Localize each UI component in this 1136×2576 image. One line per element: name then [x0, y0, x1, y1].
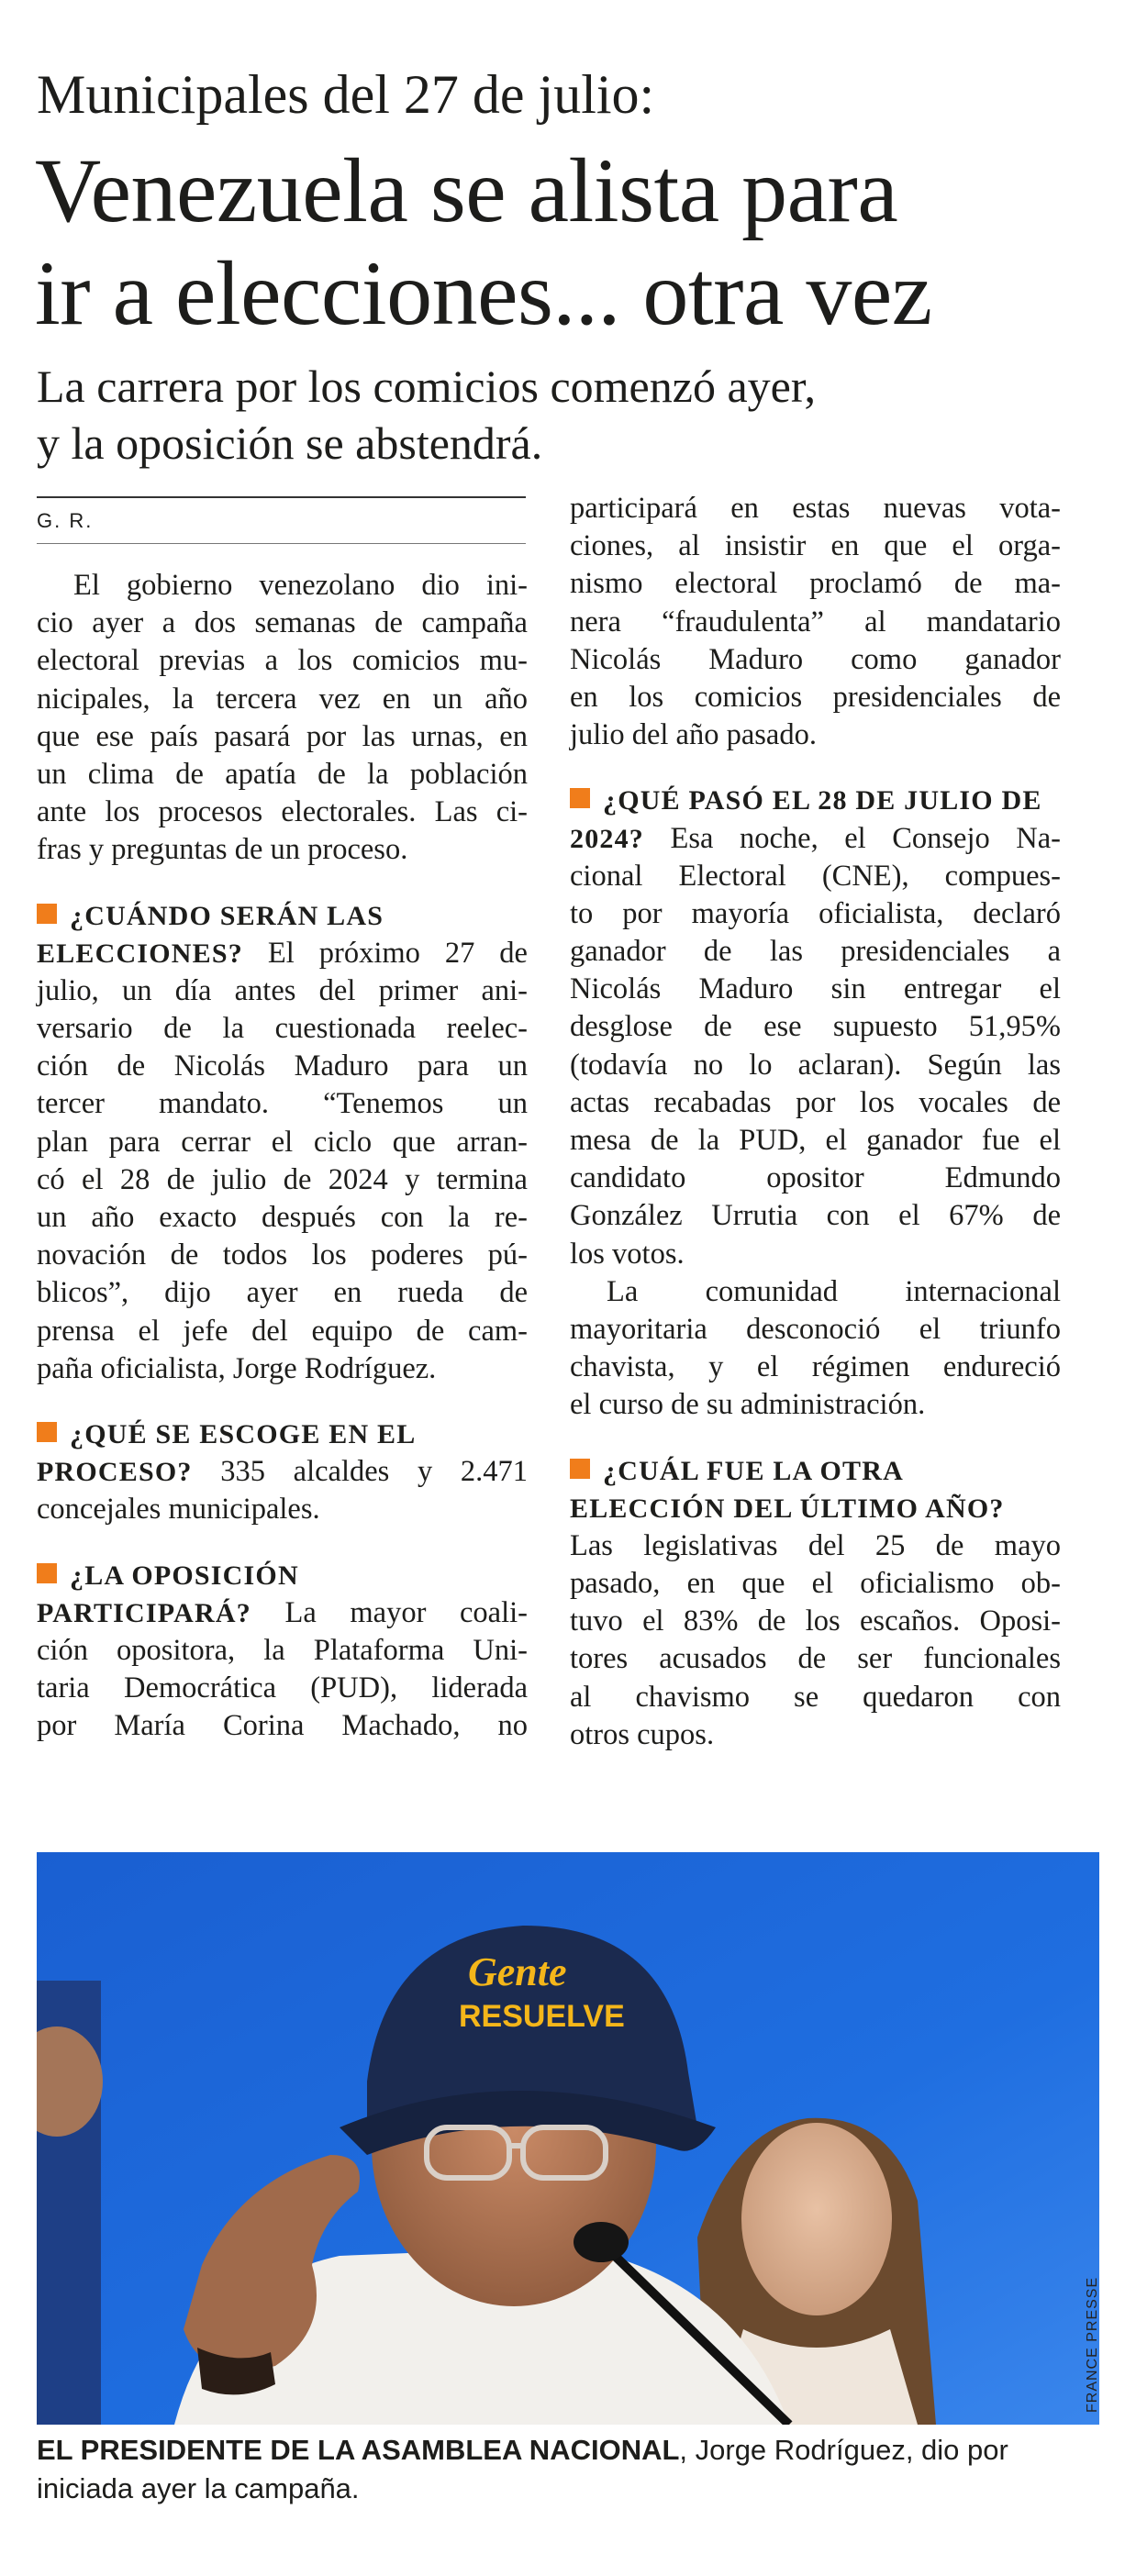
- body-line: có el 28 de julio de 2024 y termina: [37, 1162, 528, 1196]
- text-column-left: [37, 567, 528, 1745]
- body-line: al chavismo se quedaron con: [570, 1680, 1061, 1714]
- question-heading-line: ¿CUÁNDO SERÁN LAS: [37, 897, 528, 935]
- body-line: tercer mandato. “Tenemos un: [37, 1087, 528, 1121]
- subhead-line: y la oposición se abstendrá.: [37, 417, 543, 469]
- question-heading-line: ELECCIÓN DEL ÚLTIMO AÑO?: [570, 1493, 1005, 1524]
- orange-square-icon: [570, 788, 590, 808]
- byline: G. R.: [37, 509, 94, 532]
- body-line: ciones, al insistir en que el orga-: [570, 529, 1061, 563]
- body-line: otros cupos.: [570, 1717, 715, 1751]
- subhead-line: La carrera por los comicios comenzó ayer,: [37, 361, 816, 412]
- question-heading-line: ¿QUÉ SE ESCOGE EN EL: [37, 1416, 528, 1453]
- body-line: plan para cerrar el ciclo que arran-: [37, 1125, 528, 1159]
- article-subhead: [37, 358, 1119, 472]
- orange-square-icon: [37, 1563, 57, 1583]
- body-line: un año exacto después con la re-: [37, 1201, 528, 1234]
- photo-credit: FRANCE PRESSE: [1085, 2276, 1100, 2413]
- headline-line: Venezuela se alista para: [35, 139, 898, 241]
- body-line: nera “fraudulenta” al mandatario: [570, 605, 1061, 638]
- body-line: prensa el jefe del equipo de cam-: [37, 1314, 528, 1348]
- body-line: el curso de su administración.: [570, 1388, 926, 1422]
- body-line: ción opositora, la Plataforma Uni-: [37, 1633, 528, 1667]
- body-line: ción de Nicolás Maduro para un: [37, 1049, 528, 1083]
- body-line: participará en estas nuevas vota-: [570, 492, 1061, 525]
- body-line: electoral previas a los comicios mu-: [37, 644, 528, 678]
- body-line: paña oficialista, Jorge Rodríguez.: [37, 1351, 437, 1385]
- body-line: novación de todos los poderes pú-: [37, 1238, 528, 1272]
- orange-square-icon: [37, 1422, 57, 1442]
- photo-caption: [37, 2431, 1101, 2508]
- body-line: Nicolás Maduro sin entregar el: [570, 972, 1061, 1006]
- body-line: que ese país pasará por las urnas, en: [37, 719, 528, 753]
- body-line: chavista, y el régimen endureció: [570, 1350, 1061, 1384]
- question-heading-line: 2024? Esa noche, el Consejo Na-: [570, 821, 1061, 855]
- body-line: El gobierno venezolano dio ini-: [73, 569, 528, 602]
- caption-line: iniciada ayer la campaña.: [37, 2472, 360, 2504]
- body-line: candidato opositor Edmundo: [570, 1161, 1061, 1195]
- body-line: cio ayer a dos semanas de campaña: [37, 606, 528, 640]
- question-heading-line: ¿LA OPOSICIÓN: [37, 1557, 528, 1594]
- byline-rule-bottom: [37, 543, 526, 544]
- body-line: Nicolás Maduro como ganador: [570, 642, 1061, 676]
- body-line: versario de la cuestionada reelec-: [37, 1012, 528, 1046]
- body-line: taria Democrática (PUD), liderada: [37, 1671, 528, 1705]
- question-heading-line: PARTICIPARÁ? La mayor coali-: [37, 1595, 528, 1629]
- article-headline: [35, 139, 1118, 345]
- body-line: mayoritaria desconoció el triunfo: [570, 1312, 1061, 1346]
- orange-square-icon: [570, 1459, 590, 1479]
- body-line: en los comicios presidenciales de: [570, 680, 1061, 714]
- article-kicker: Municipales del 27 de julio:: [37, 64, 655, 125]
- body-line: blicos”, dijo ayer en rueda de: [37, 1276, 528, 1310]
- body-line: cional Electoral (CNE), compues-: [570, 859, 1061, 893]
- caption-line: EL PRESIDENTE DE LA ASAMBLEA NACIONAL, Jorge Rodríguez, dio por: [37, 2434, 1008, 2466]
- body-line: pasado, en que el oficialismo ob-: [570, 1567, 1061, 1601]
- news-photo: [37, 1852, 1099, 2425]
- cap-text: Gente: [468, 1949, 567, 1994]
- body-line: julio, un día antes del primer ani-: [37, 973, 528, 1007]
- body-line: un clima de apatía de la población: [37, 757, 528, 791]
- body-line: González Urrutia con el 67% de: [570, 1199, 1061, 1233]
- body-line: to por mayoría oficialista, declaró: [570, 896, 1061, 930]
- body-line: concejales municipales.: [37, 1493, 320, 1527]
- body-line: actas recabadas por los vocales de: [570, 1085, 1061, 1119]
- body-line: ante los procesos electorales. Las ci-: [37, 795, 528, 829]
- headline-line: ir a elecciones... otra vez: [35, 242, 932, 344]
- body-line: los votos.: [570, 1237, 685, 1271]
- body-line: desglose de ese supuesto 51,95%: [570, 1010, 1061, 1044]
- byline-rule-top: [37, 496, 526, 498]
- photo-illustration: [37, 1852, 1099, 2425]
- body-line: Las legislativas del 25 de mayo: [570, 1528, 1061, 1562]
- woman-face: [741, 2123, 892, 2315]
- body-line: nicipales, la tercera vez en un año: [37, 682, 528, 716]
- body-line: mesa de la PUD, el ganador fue el: [570, 1124, 1061, 1157]
- body-line: La comunidad internacional: [607, 1274, 1061, 1308]
- body-line: ganador de las presidenciales a: [570, 935, 1061, 969]
- body-line: fras y preguntas de un proceso.: [37, 833, 408, 867]
- cap-text: RESUELVE: [459, 1999, 625, 2034]
- body-line: julio del año pasado.: [570, 718, 817, 752]
- orange-square-icon: [37, 904, 57, 924]
- question-heading-line: PROCESO? 335 alcaldes y 2.471: [37, 1455, 528, 1489]
- text-column-right: [570, 490, 1061, 1754]
- body-line: (todavía no lo aclaran). Según las: [570, 1048, 1061, 1082]
- body-line: por María Corina Machado, no: [37, 1709, 528, 1743]
- body-line: tores acusados de ser funcionales: [570, 1642, 1061, 1676]
- question-heading-line: ELECCIONES? El próximo 27 de: [37, 936, 528, 970]
- question-heading-line: ¿CUÁL FUE LA OTRA: [570, 1452, 1061, 1490]
- body-line: nismo electoral proclamó de ma-: [570, 567, 1061, 601]
- question-heading-line: ¿QUÉ PASÓ EL 28 DE JULIO DE: [570, 782, 1061, 819]
- body-line: tuvo el 83% de los escaños. Oposi-: [570, 1604, 1061, 1638]
